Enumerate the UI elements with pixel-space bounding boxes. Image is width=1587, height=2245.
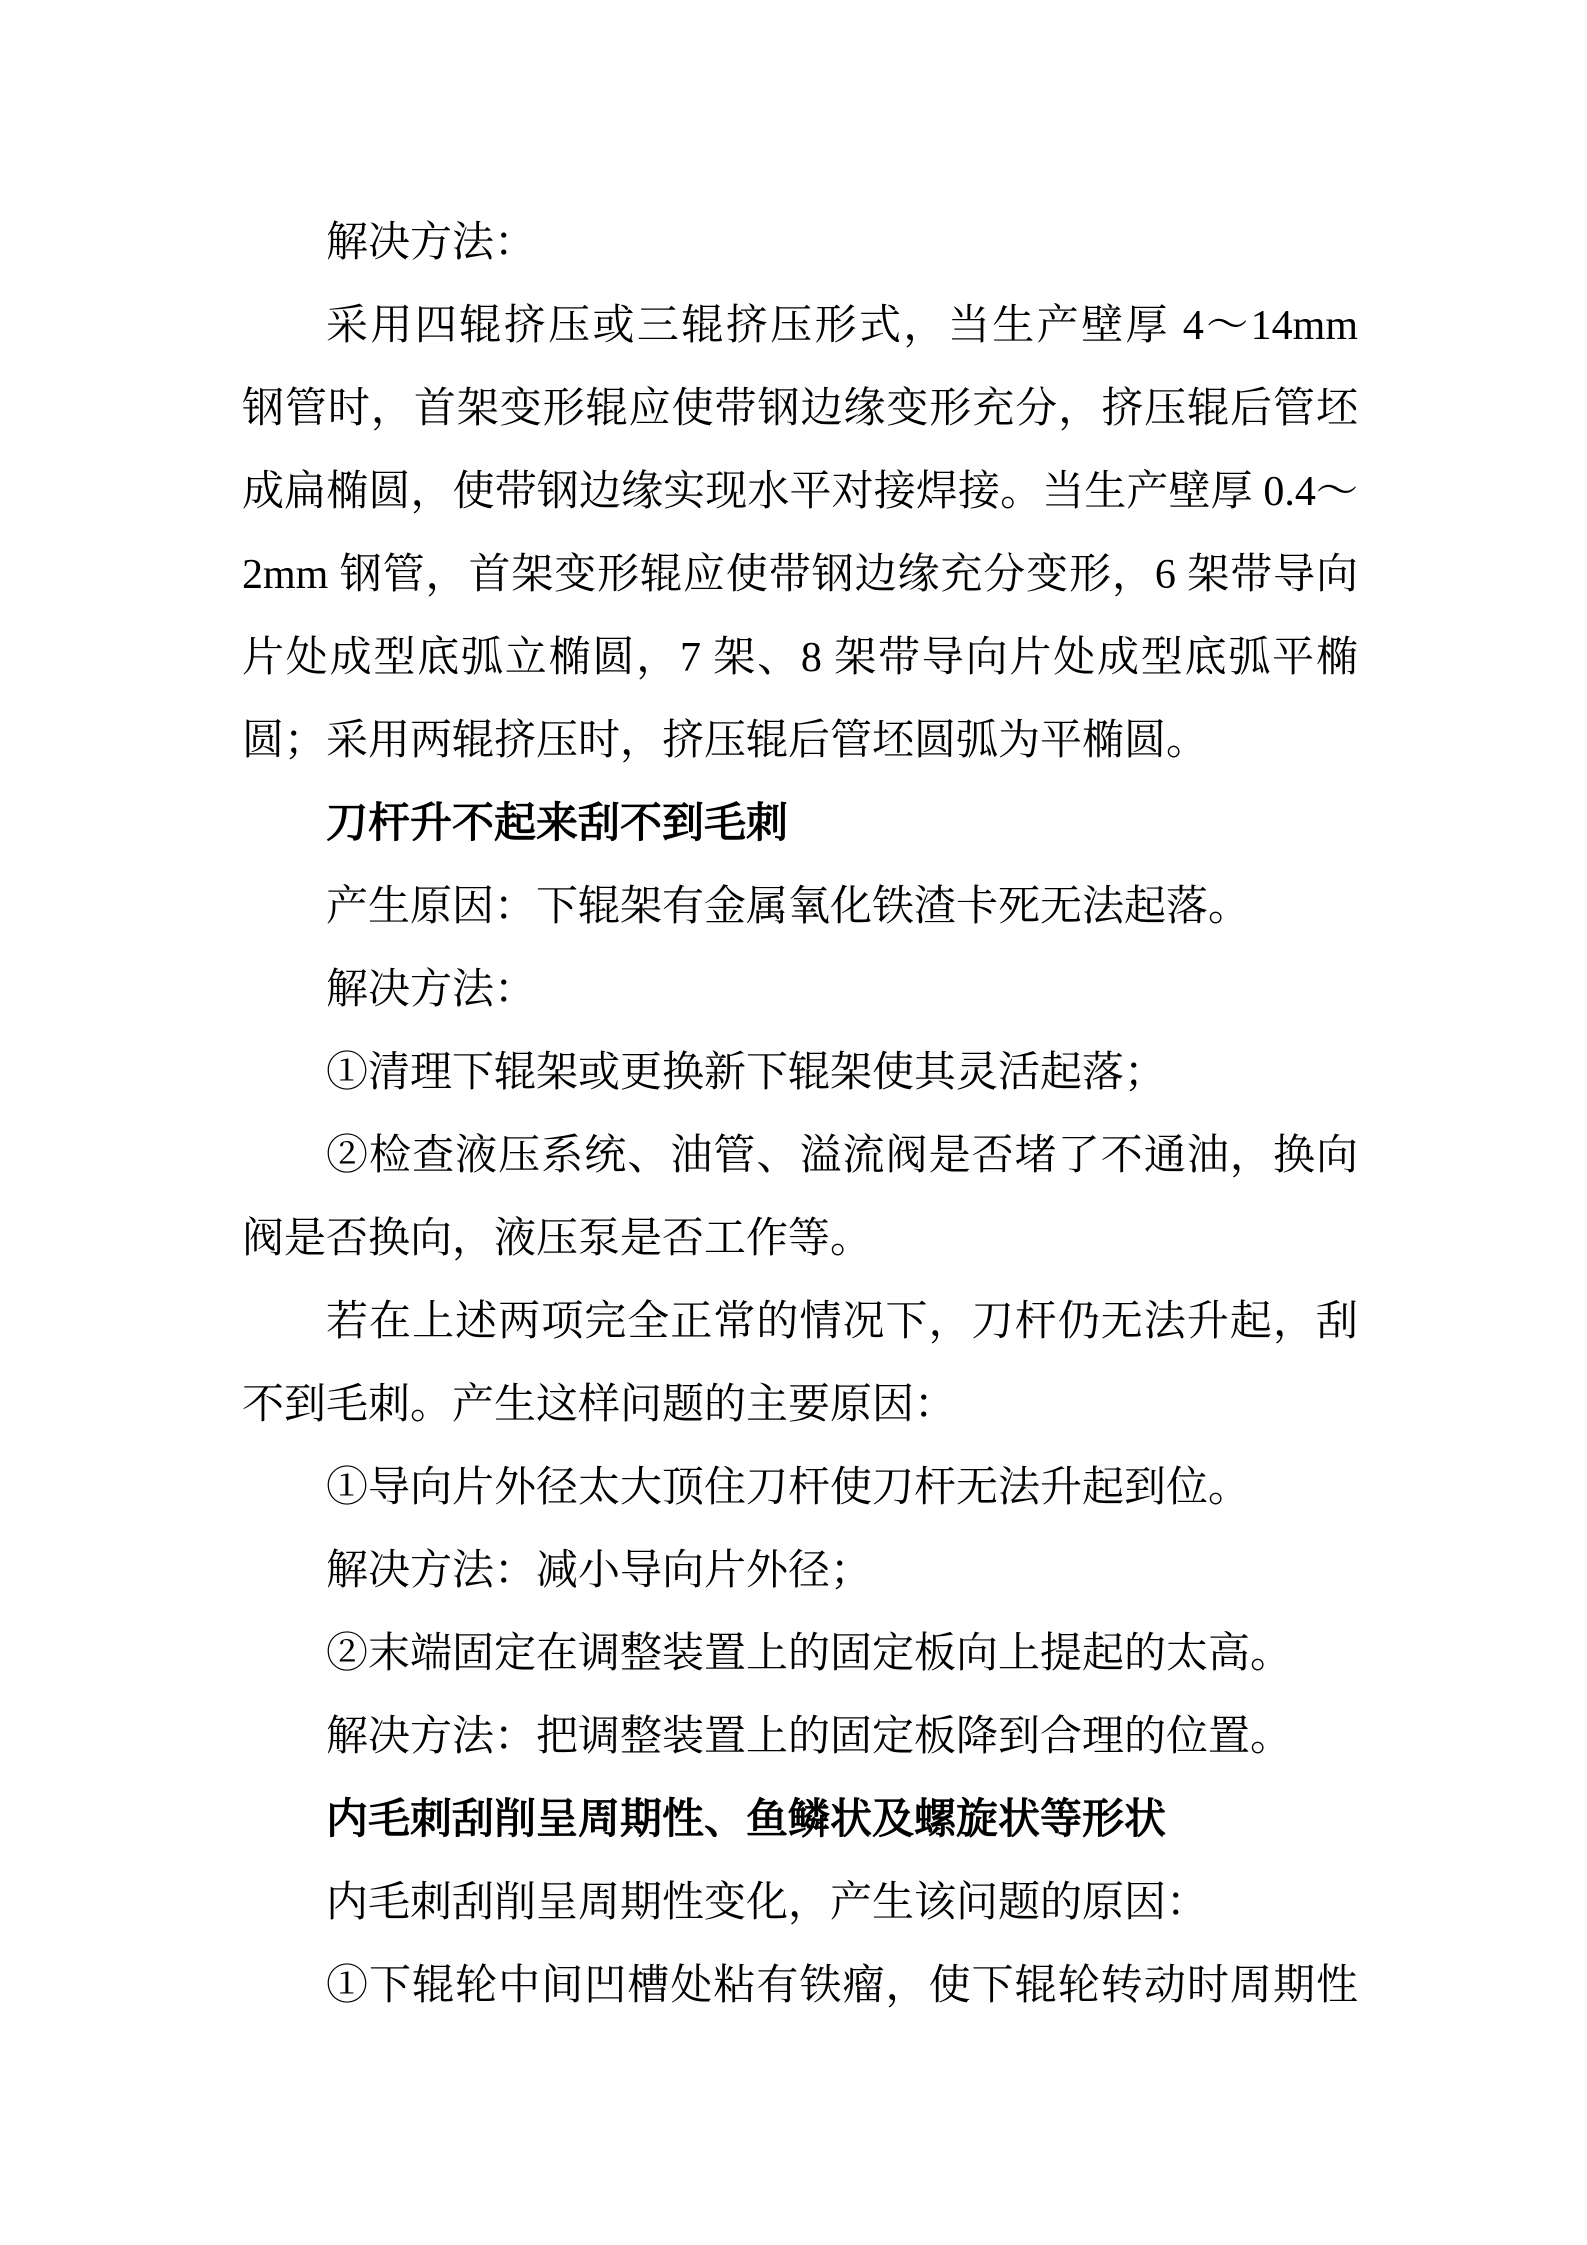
text-line: 解决方法： bbox=[326, 967, 537, 1013]
text-line: ①下辊轮中间凹槽处粘有铁瘤，使下辊轮转动时周期性 bbox=[326, 1963, 1358, 2009]
text-line: 圆；采用两辊挤压时，挤压辊后管坯圆弧为平椭圆。 bbox=[242, 718, 1209, 764]
text-line: 产生原因：下辊架有金属氧化铁渣卡死无法起落。 bbox=[326, 884, 1251, 930]
text-line: ①清理下辊架或更换新下辊架使其灵活起落； bbox=[326, 1050, 1167, 1096]
document-body bbox=[242, 202, 1358, 2028]
text-line: 若在上述两项完全正常的情况下，刀杆仍无法升起，刮 bbox=[326, 1299, 1358, 1345]
text-line: 成扁椭圆，使带钢边缘实现水平对接焊接。当生产壁厚 0.4～ bbox=[242, 469, 1358, 515]
text-line: 钢管时，首架变形辊应使带钢边缘变形充分，挤压辊后管坯 bbox=[242, 386, 1358, 432]
text-line: 采用四辊挤压或三辊挤压形式，当生产壁厚 4～14mm bbox=[326, 303, 1358, 349]
text-line: 阀是否换向，液压泵是否工作等。 bbox=[242, 1216, 873, 1262]
text-line: 解决方法：把调整装置上的固定板降到合理的位置。 bbox=[326, 1714, 1293, 1760]
text-line: ②检查液压系统、油管、溢流阀是否堵了不通油，换向 bbox=[326, 1133, 1358, 1179]
text-line: ①导向片外径太大顶住刀杆使刀杆无法升起到位。 bbox=[326, 1465, 1251, 1511]
text-line: 片处成型底弧立椭圆，7 架、8 架带导向片处成型底弧平椭 bbox=[242, 635, 1358, 681]
text-line: ②末端固定在调整装置上的固定板向上提起的太高。 bbox=[326, 1631, 1293, 1677]
text-line: 解决方法：减小导向片外径； bbox=[326, 1548, 873, 1594]
text-line: 2mm 钢管，首架变形辊应使带钢边缘充分变形，6 架带导向 bbox=[242, 552, 1358, 598]
section-heading-line: 刀杆升不起来刮不到毛刺 bbox=[326, 801, 789, 847]
text-line: 解决方法： bbox=[326, 220, 537, 266]
text-line: 内毛刺刮削呈周期性变化，产生该问题的原因： bbox=[326, 1880, 1209, 1926]
text-line: 不到毛刺。产生这样问题的主要原因： bbox=[242, 1382, 957, 1428]
section-heading-line: 内毛刺刮削呈周期性、鱼鳞状及螺旋状等形状 bbox=[326, 1797, 1167, 1843]
